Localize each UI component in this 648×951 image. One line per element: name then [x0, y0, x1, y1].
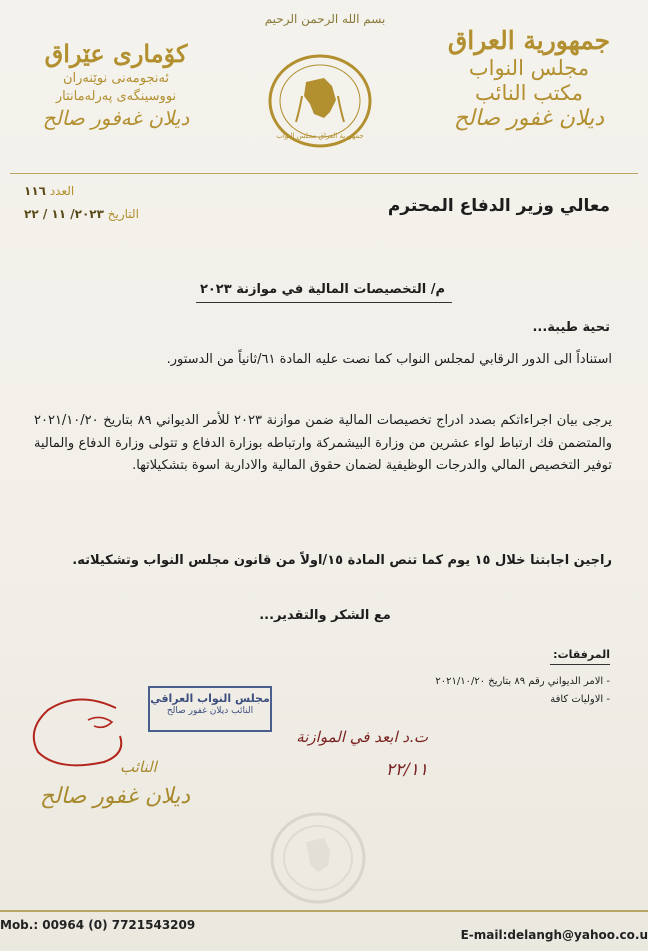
reference-date	[18, 207, 168, 221]
reference-number-label: العدد	[49, 184, 75, 198]
attachment-item: - الامر الديواني رقم ٨٩ بتاريخ ٢٠٢١/١٠/٢٠	[435, 676, 610, 687]
reference-date-value: ٢٠٢٣/ ١١ / ٢٢	[24, 207, 104, 221]
paragraph-constitutional-basis: استناداً الى الدور الرقابي لمجلس النواب كما نصت عليه المادة ٦١/ثانياً من الدستور.	[166, 352, 612, 367]
subject: م/ التخصيصات المالية في موازنة ٢٠٢٣	[199, 282, 446, 297]
stamp-line-2: النائب ديلان غفور صالح	[166, 706, 254, 716]
basmala: بسم الله الرحمن الرحيم	[264, 12, 386, 26]
letterhead-kurdish	[26, 38, 206, 132]
parliament-emblem-seal	[266, 52, 374, 150]
emblem-caption: جمهورية العراق مجلس النواب	[276, 132, 364, 140]
letterhead-arabic	[444, 26, 614, 133]
office-stamp	[148, 686, 272, 732]
letterhead-kurdish-country: كۆماری عێراق	[44, 39, 188, 68]
letterhead-kurdish-office: نووسینگەی پەرلەمانتار	[55, 88, 177, 104]
embossed-seal	[268, 810, 368, 906]
greeting: تحية طيبة...	[532, 320, 610, 335]
letterhead-country: جمهورية العراق	[447, 26, 611, 55]
letterhead-kurdish-name: دیلان غەفور صالح	[42, 106, 190, 131]
handwritten-note-date: ٢٢/١١	[385, 760, 428, 780]
reference-date-label: التاريخ	[107, 207, 139, 221]
signature-name: ديلان غفور صالح	[40, 784, 191, 809]
letterhead-name: ديلان غفور صالح	[453, 106, 605, 132]
subject-underline	[196, 302, 452, 303]
letterhead-office: مكتب النائب	[475, 81, 583, 106]
footer-email: E-mail:delangh@yahoo.co.u	[460, 928, 648, 942]
attachment-item: - الاوليات كافة	[550, 694, 610, 705]
footer-divider	[0, 910, 648, 912]
reference-number	[18, 184, 168, 198]
letterhead-council: مجلس النواب	[468, 56, 590, 80]
signature-title: النائب	[120, 758, 157, 776]
letterhead-kurdish-council: ئەنجومەنی نوێنەران	[62, 71, 170, 87]
stamp-line-1: مجلس النواب العراقي	[150, 692, 270, 705]
handwritten-note: ت.د ابعد في الموازنة	[296, 728, 428, 746]
reference-number-value: ١١٦	[24, 184, 46, 198]
paragraph-request: يرجى بيان اجراءاتكم بصدد ادراج تخصيصات المالية ضمن موازنة ٢٠٢٣ للأمر الديواني ٨٩ بتاريخ ٢٠٢١/١٠/٢٠ والمتضمن فك ارتباط لواء عشرين من وزارة البيشمركة وارتباطه بوزارة الدفاع و تتولى وزارة الدفاع والمالية توفير التخصيص المالي والدرجات الوظيفية لضمان حقوق المالية والادارية اسوة بتشكيلاتها.	[34, 413, 612, 473]
footer-mobile: Mob.: 00964 (0) 7721543209	[0, 918, 196, 932]
closing-thanks: مع الشكر والتقدير...	[259, 608, 391, 623]
header-divider	[10, 173, 638, 174]
recipient: معالي وزير الدفاع المحترم	[387, 196, 610, 216]
attachments-underline	[550, 664, 610, 665]
attachments-heading: المرفقات:	[553, 648, 610, 661]
paragraph-deadline: راجين اجابتنا خلال ١٥ يوم كما تنص المادة ١٥/اولاً من قانون مجلس النواب وتشكيلاته.	[72, 553, 612, 568]
